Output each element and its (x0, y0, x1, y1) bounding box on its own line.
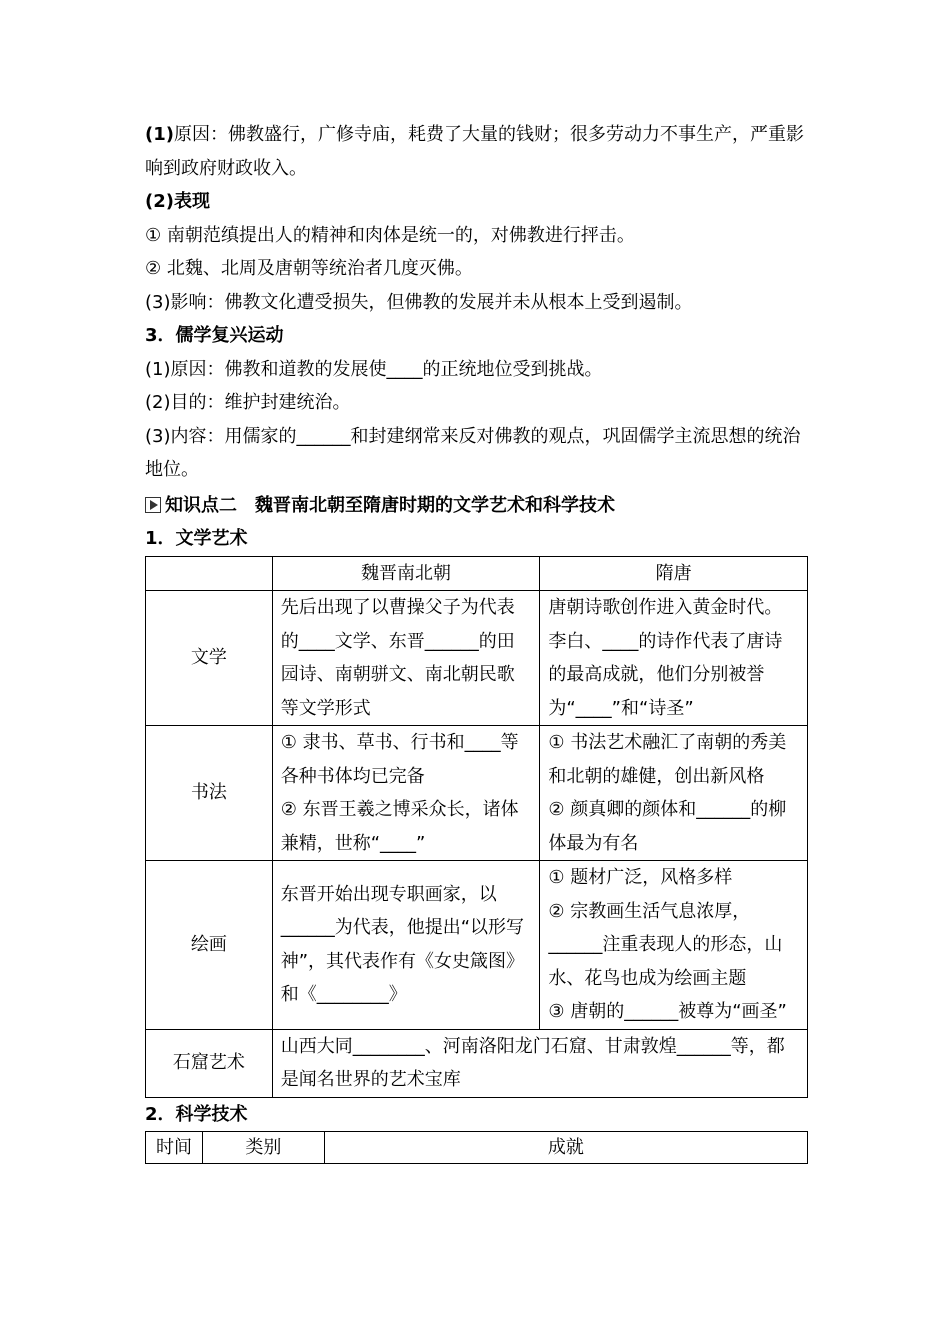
literature-suitang: 唐朝诗歌创作进入黄金时代。李白、____的诗作代表了唐诗的最高成就，他们分别被誉为“____”和“诗圣” (540, 591, 808, 726)
header-time: 时间 (146, 1132, 203, 1164)
row-category: 绘画 (146, 861, 273, 1030)
manifestation-item-1: ① 南朝范缜提出人的精神和肉体是统一的，对佛教进行抨击。 (145, 224, 635, 246)
header-suitang: 隋唐 (540, 556, 808, 591)
calligraphy-weijin-item-2: ② 东晋王羲之博采众长，诸体兼精，世称“____” (280, 799, 519, 854)
calligraphy-suitang (540, 726, 808, 861)
page-content (145, 118, 808, 1164)
confucian-goal: (2)目的：维护封建统治。 (145, 392, 351, 413)
confucian-revival-title: 3．儒学复兴运动 (145, 325, 284, 346)
table-row-painting (146, 861, 808, 1030)
buddhism-cause-text: 原因：佛教盛行，广修寺庙，耗费了大量的钱财；很多劳动力不事生产，严重影响到政府财政收入。 (145, 124, 804, 179)
knowledge-point-title: 知识点二 魏晋南北朝至隋唐时期的文学艺术和科学技术 (165, 494, 615, 516)
grotto-merged: 山西大同________、河南洛阳龙门石窟、甘肃敦煌______等，都是闻名世界的艺术宝库 (272, 1029, 807, 1097)
science-tech-table (145, 1131, 808, 1164)
literature-weijin: 先后出现了以曹操父子为代表的____文学、东晋______的田园诗、南朝骈文、南北朝民歌等文学形式 (272, 591, 540, 726)
manifestation-label: (2)表现 (145, 191, 210, 212)
confucian-cause: (1)原因：佛教和道教的发展使____的正统地位受到挑战。 (145, 358, 603, 380)
table-header-row (146, 556, 808, 591)
painting-weijin: 东晋开始出现专职画家，以______为代表，他提出“以形写神”，其代表作有《女史箴图》和《________》 (272, 861, 540, 1030)
header-category: 类别 (202, 1132, 324, 1164)
painting-suitang-item-1: ① 题材广泛，风格多样 (548, 867, 733, 888)
calligraphy-suitang-item-2: ② 颜真卿的颜体和______的柳体最为有名 (548, 799, 787, 854)
calligraphy-suitang-item-1: ① 书法艺术融汇了南朝的秀美和北朝的雄健，创出新风格 (548, 732, 787, 787)
science-tech-title: 2．科学技术 (145, 1103, 248, 1125)
row-category: 石窟艺术 (146, 1029, 273, 1097)
painting-suitang (540, 861, 808, 1030)
manifestation-item-2: ② 北魏、北周及唐朝等统治者几度灭佛。 (145, 258, 473, 279)
painting-suitang-item-2: ② 宗教画生活气息浓厚，______注重表现人的形态，山水、花鸟也成为绘画主题 (548, 900, 783, 989)
buddhism-cause: (1)原因：佛教盛行，广修寺庙，耗费了大量的钱财；很多劳动力不事生产，严重影响到政府财政收入。 (145, 124, 804, 179)
knowledge-point-heading (145, 489, 808, 523)
table-row-calligraphy (146, 726, 808, 861)
literature-art-title: 1．文学艺术 (145, 528, 248, 549)
calligraphy-weijin (272, 726, 540, 861)
table-row-literature (146, 591, 808, 726)
header-achievement: 成就 (324, 1132, 807, 1164)
confucian-content: (3)内容：用儒家的______和封建纲常来反对佛教的观点，巩固儒学主流思想的统治地位。 (145, 425, 801, 480)
play-triangle-icon (145, 497, 161, 513)
table-row-grotto (146, 1029, 808, 1097)
table-header-row (146, 1132, 808, 1164)
header-weijin: 魏晋南北朝 (272, 556, 540, 591)
header-empty (146, 556, 273, 591)
row-category: 文学 (146, 591, 273, 726)
row-category: 书法 (146, 726, 273, 861)
painting-suitang-item-3: ③ 唐朝的______被尊为“画圣” (548, 1001, 787, 1022)
calligraphy-weijin-item-1: ① 隶书、草书、行书和____等各种书体均已完备 (280, 732, 519, 787)
buddhism-effect: (3)影响：佛教文化遭受损失，但佛教的发展并未从根本上受到遏制。 (145, 291, 693, 313)
literature-art-table (145, 556, 808, 1098)
